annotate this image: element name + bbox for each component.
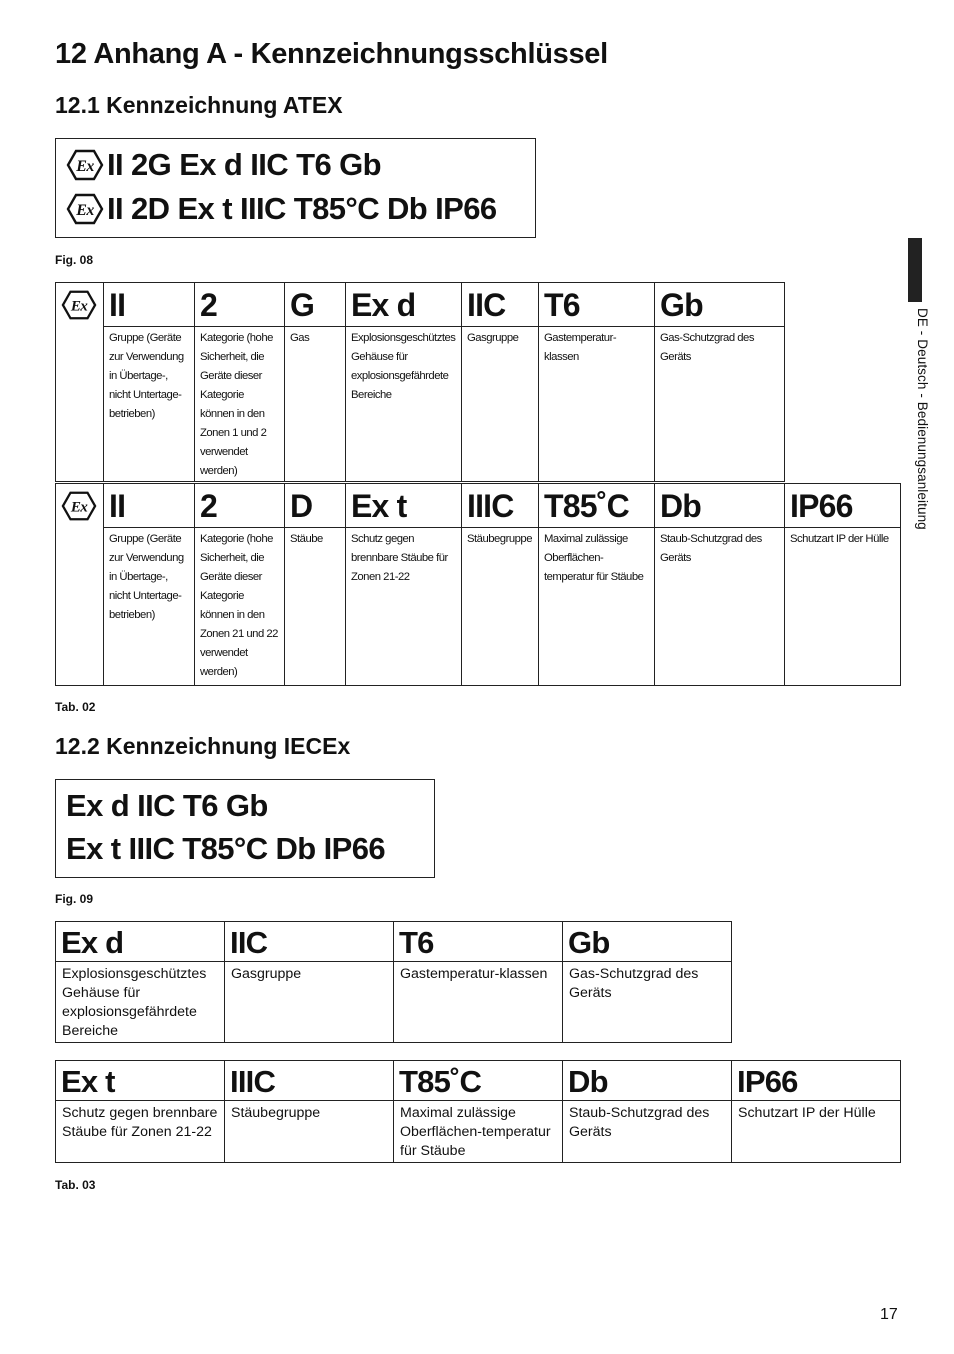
fig-09-caption: Fig. 09 bbox=[55, 892, 94, 906]
svg-text:Ex: Ex bbox=[76, 202, 94, 219]
key-desc: Maximal zulässige Oberflächen-temperatur für Stäube bbox=[394, 1101, 563, 1163]
iecex-marking-box bbox=[55, 779, 435, 878]
key-head: IP66 bbox=[732, 1061, 901, 1101]
key-desc: Stäubegruppe bbox=[462, 528, 539, 686]
ex-hexagon-icon bbox=[66, 193, 104, 225]
table-header-row bbox=[56, 484, 901, 528]
key-head: Ex t bbox=[56, 1061, 225, 1101]
atex-marking-box bbox=[55, 138, 536, 238]
key-head: Ex d bbox=[56, 922, 225, 962]
key-desc: Schutz gegen brennbare Stäube für Zonen 21-22 bbox=[56, 1101, 225, 1163]
key-head: T6 bbox=[394, 922, 563, 962]
key-desc: Gasgruppe bbox=[462, 327, 539, 482]
table-desc-row bbox=[56, 327, 785, 482]
key-head: Ex d bbox=[346, 283, 462, 327]
atex-marking-line-dust bbox=[66, 191, 497, 227]
key-desc: Gastemperatur-klassen bbox=[394, 962, 563, 1043]
key-head: Gb bbox=[563, 922, 732, 962]
key-head: Db bbox=[563, 1061, 732, 1101]
key-desc: Schutz gegen brennbare Stäube für Zonen 21-22 bbox=[346, 528, 462, 686]
table-header-row bbox=[56, 922, 732, 962]
key-desc: Schutzart IP der Hülle bbox=[785, 528, 901, 686]
section-heading-iecex: 12.2 Kennzeichnung IECEx bbox=[55, 733, 351, 759]
atex-dust-key-table bbox=[55, 483, 901, 686]
key-desc: Staub-Schutzgrad des Geräts bbox=[563, 1101, 732, 1163]
atex-gas-key-table bbox=[55, 282, 785, 482]
key-head: Db bbox=[655, 484, 785, 528]
key-head: D bbox=[285, 484, 346, 528]
svg-text:Ex: Ex bbox=[70, 297, 88, 315]
language-tab-label: DE - Deutsch - Bedienungsanleitung bbox=[915, 308, 930, 530]
key-head: 2 bbox=[195, 484, 285, 528]
key-head: G bbox=[285, 283, 346, 327]
fig-08-caption: Fig. 08 bbox=[55, 253, 94, 267]
key-desc: Gas-Schutzgrad des Geräts bbox=[563, 962, 732, 1043]
key-desc: Staub-Schutzgrad des Geräts bbox=[655, 528, 785, 686]
key-desc: Explosionsgeschütztes Gehäuse für explosionsgefährdete Bereiche bbox=[346, 327, 462, 482]
key-head: Gb bbox=[655, 283, 785, 327]
iecex-marking-line-gas: Ex d IIC T6 Gb bbox=[66, 788, 268, 823]
svg-text:Ex: Ex bbox=[70, 498, 88, 516]
key-desc: Schutzart IP der Hülle bbox=[732, 1101, 901, 1163]
key-desc: Gruppe (Geräte zur Verwendung in Übertage-, nicht Untertage-betrieben) bbox=[104, 528, 195, 686]
atex-marking-line-gas bbox=[66, 147, 381, 183]
ex-symbol-cell bbox=[56, 283, 104, 482]
iecex-gas-key-table bbox=[55, 921, 732, 1043]
key-desc: Gastemperatur-klassen bbox=[539, 327, 655, 482]
table-header-row bbox=[56, 1061, 901, 1101]
key-head: II bbox=[104, 283, 195, 327]
tab-02-caption: Tab. 02 bbox=[55, 700, 96, 714]
svg-text:Ex: Ex bbox=[76, 158, 94, 175]
atex-line2-text: II 2D Ex t IIIC T85°C Db IP66 bbox=[107, 191, 497, 226]
ex-hexagon-icon bbox=[66, 149, 104, 181]
key-desc: Gas bbox=[285, 327, 346, 482]
key-head: IIIC bbox=[462, 484, 539, 528]
table-desc-row bbox=[56, 962, 732, 1043]
atex-line1-text: II 2G Ex d IIC T6 Gb bbox=[107, 147, 381, 182]
tab-03-caption: Tab. 03 bbox=[55, 1178, 96, 1192]
section-heading-atex: 12.1 Kennzeichnung ATEX bbox=[55, 92, 343, 118]
page-title: 12 Anhang A - Kennzeichnungsschlüssel bbox=[55, 38, 608, 70]
key-desc: Explosionsgeschütztes Gehäuse für explosionsgefährdete Bereiche bbox=[56, 962, 225, 1043]
key-head: II bbox=[104, 484, 195, 528]
key-desc: Kategorie (hohe Sicherheit, die Geräte dieser Kategorie können in den Zonen 21 und 22 verwendet werden) bbox=[195, 528, 285, 686]
table-desc-row bbox=[56, 1101, 901, 1163]
ex-hexagon-icon bbox=[61, 289, 97, 321]
key-head: T85˚C bbox=[394, 1061, 563, 1101]
key-desc: Stäubegruppe bbox=[225, 1101, 394, 1163]
key-head: T6 bbox=[539, 283, 655, 327]
key-head: T85˚C bbox=[539, 484, 655, 528]
table-desc-row bbox=[56, 528, 901, 686]
key-head: IIIC bbox=[225, 1061, 394, 1101]
key-desc: Gas-Schutzgrad des Geräts bbox=[655, 327, 785, 482]
ex-symbol-cell bbox=[56, 484, 104, 686]
key-desc: Stäube bbox=[285, 528, 346, 686]
table-header-row bbox=[56, 283, 785, 327]
key-head: IIC bbox=[462, 283, 539, 327]
key-head: IP66 bbox=[785, 484, 901, 528]
ex-hexagon-icon bbox=[61, 490, 97, 522]
key-head: Ex t bbox=[346, 484, 462, 528]
key-head: 2 bbox=[195, 283, 285, 327]
key-desc: Gruppe (Geräte zur Verwendung in Übertage-, nicht Untertage-betrieben) bbox=[104, 327, 195, 482]
page-number: 17 bbox=[880, 1306, 898, 1323]
iecex-dust-key-table bbox=[55, 1060, 901, 1163]
key-desc: Kategorie (hohe Sicherheit, die Geräte dieser Kategorie können in den Zonen 1 und 2 verwendet werden) bbox=[195, 327, 285, 482]
key-head: IIC bbox=[225, 922, 394, 962]
key-desc: Gasgruppe bbox=[225, 962, 394, 1043]
key-desc: Maximal zulässige Oberflächen-temperatur für Stäube bbox=[539, 528, 655, 686]
language-tab-marker bbox=[908, 238, 922, 302]
iecex-marking-line-dust: Ex t IIIC T85°C Db IP66 bbox=[66, 831, 386, 866]
